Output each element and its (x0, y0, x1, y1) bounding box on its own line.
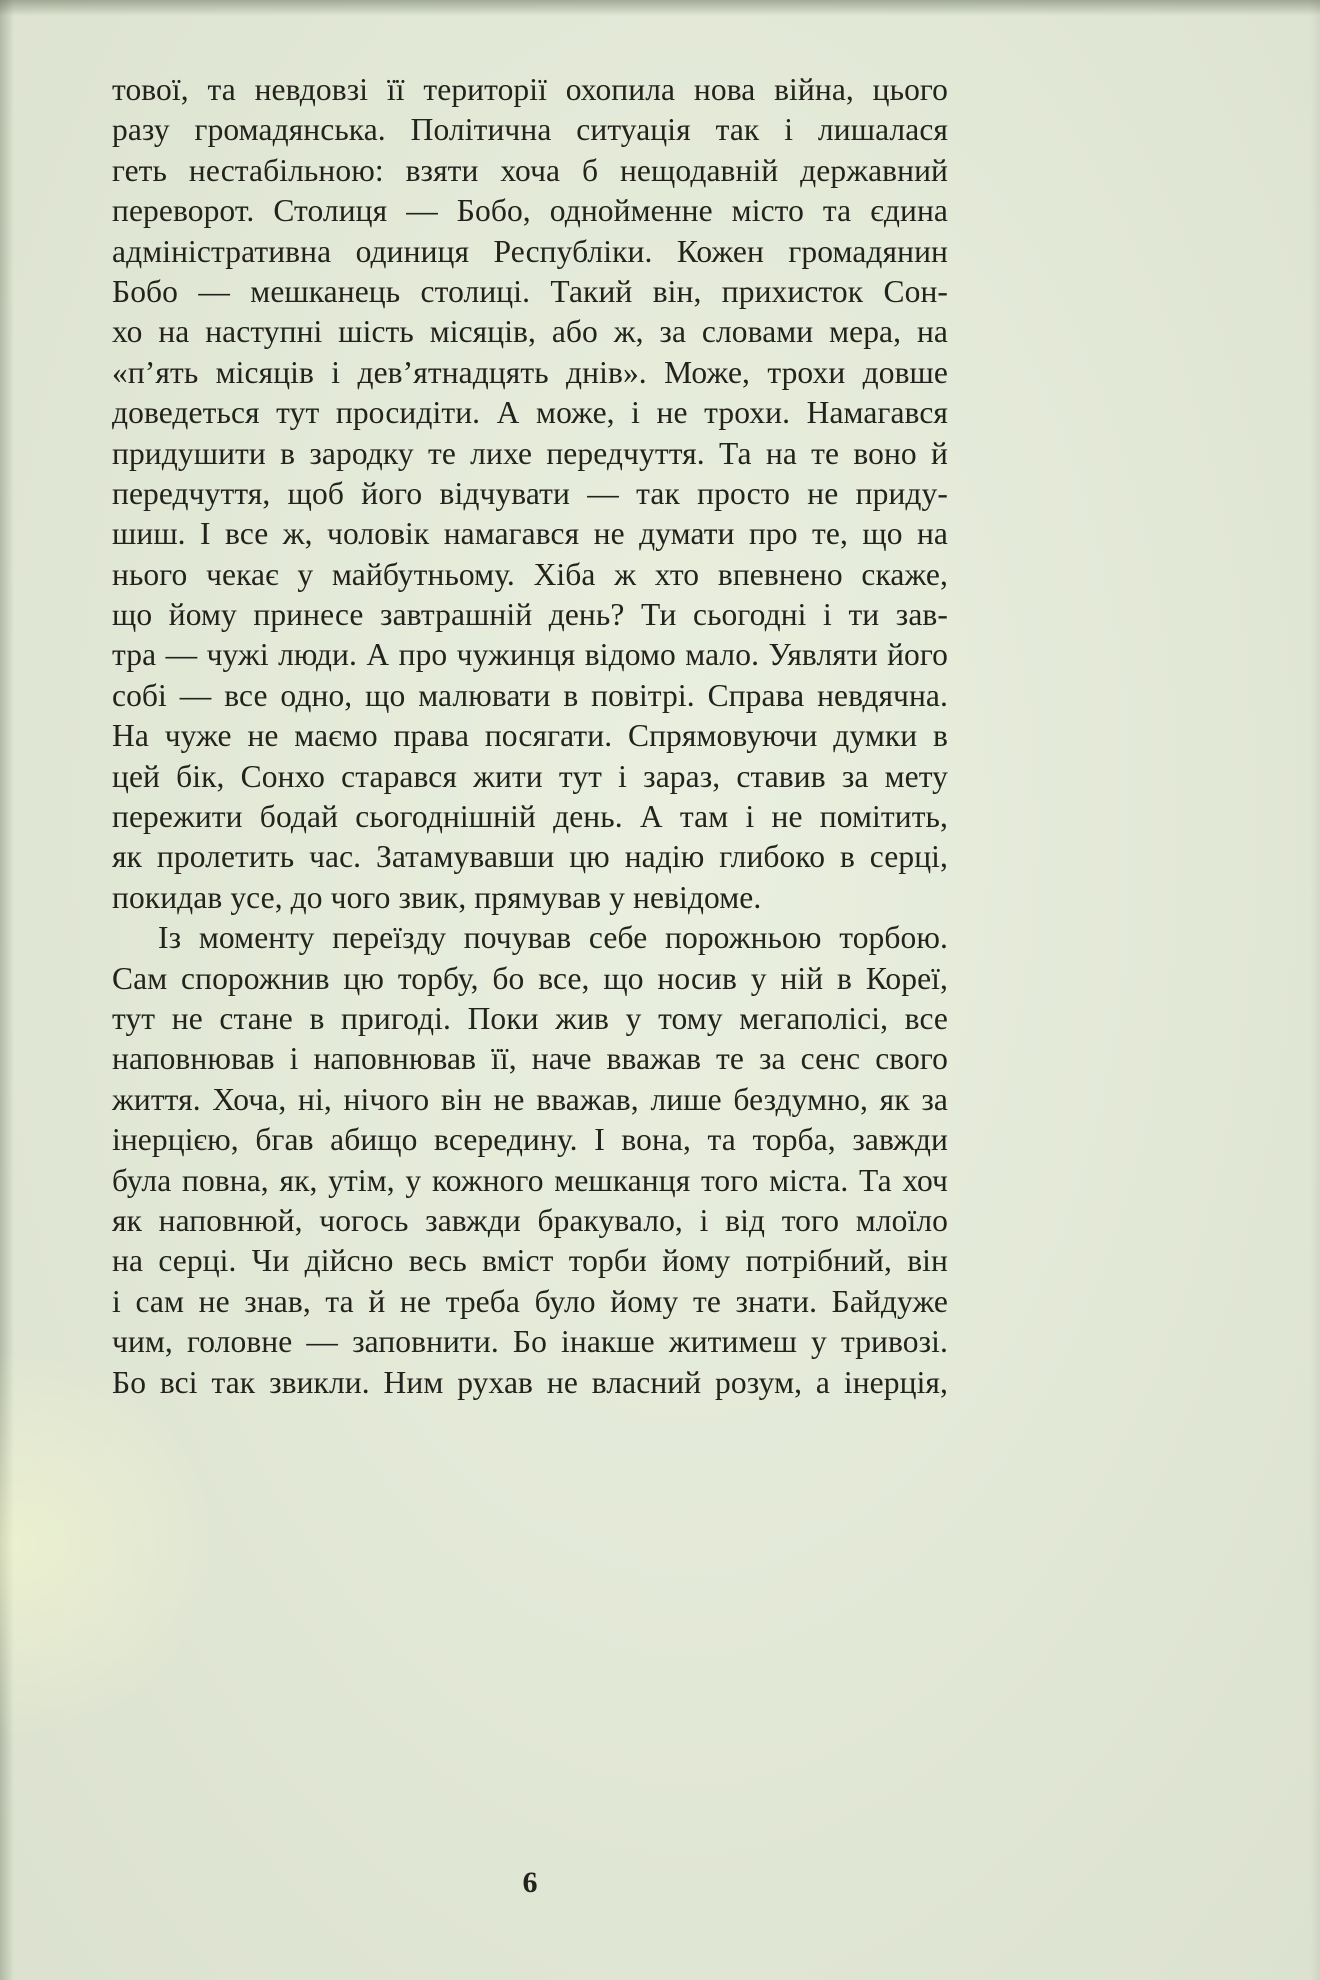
text-line: що йому принесе завтрашній день? Ти сьогодні і ти зав- (112, 597, 948, 633)
text-line: разу громадянська. Політична ситуація так і лишалася (112, 112, 948, 148)
text-line: собі — все одно, що малювати в повітрі. Справа невдячна. (112, 677, 948, 713)
text-line: «п’ять місяців і дев’ятнадцять днів». Може, трохи довше (112, 354, 948, 390)
text-line: як пролетить час. Затамувавши цю надію глибоко в серці, (112, 839, 948, 875)
text-line: На чуже не маємо права посягати. Спрямовуючи думки в (112, 718, 948, 754)
page-number: 6 (522, 1866, 538, 1899)
text-line: тра — чужі люди. А про чужинця відомо мало. Уявляти його (112, 637, 948, 673)
text-line: цей бік, Сонхо старався жити тут і зараз, ставив за мету (112, 758, 948, 794)
text-line: придушити в зародку те лихе передчуття. Та на те воно й (112, 435, 948, 471)
text-line: життя. Хоча, ні, нічого він не вважав, лише бездумно, як за (112, 1081, 948, 1117)
text-line: тут не стане в пригоді. Поки жив у тому мегаполісі, все (112, 1000, 948, 1036)
text-line: геть нестабільною: взяти хоча б нещодавній державний (112, 152, 948, 188)
page-text (112, 70, 948, 1403)
text-line: Бо всі так звикли. Ним рухав не власний розум, а інерція, (112, 1364, 948, 1400)
text-line: на серці. Чи дійсно весь вміст торби йому потрібний, він (112, 1243, 948, 1279)
text-line: шиш. І все ж, чоловік намагався не думати про те, що на (112, 516, 948, 552)
text-line: чим, головне — заповнити. Бо інакше житимеш у тривозі. (112, 1324, 948, 1360)
text-line: пережити бодай сьогоднішній день. А там і не помітить, (112, 799, 948, 835)
text-line: покидав усе, до чого звик, прямував у невідоме. (112, 879, 762, 915)
text-line: тової, та невдовзі її території охопила нова війна, цього (112, 72, 948, 107)
text-line: Сам спорожнив цю торбу, бо все, що носив у ній в Кореї, (112, 960, 948, 996)
text-line: хо на наступні шість місяців, або ж, за словами мера, на (112, 314, 948, 350)
text-line: була повна, як, утім, у кожного мешканця того міста. Та хоч (112, 1162, 948, 1198)
text-line: адміністративна одиниця Республіки. Кожен громадянин (112, 233, 948, 269)
text-line: інерцією, бгав абищо всередину. І вона, та торба, завжди (112, 1122, 948, 1158)
text-line: передчуття, щоб його відчувати — так просто не приду- (112, 475, 948, 511)
text-line: доведеться тут просидіти. А може, і не трохи. Намагався (112, 395, 948, 431)
text-line: Бобо — мешканець столиці. Такий він, прихисток Сон- (112, 273, 948, 309)
text-line: переворот. Столиця — Бобо, однойменне місто та єдина (112, 193, 948, 229)
text-line: нього чекає у майбутньому. Хіба ж хто впевнено скаже, (112, 556, 948, 592)
text-line: і сам не знав, та й не треба було йому те знати. Байдуже (112, 1283, 948, 1319)
text-line: Із моменту переїзду почував себе порожньою торбою. (158, 920, 948, 956)
text-line: наповнював і наповнював її, наче вважав те за сенс свого (112, 1041, 948, 1077)
text-line: як наповнюй, чогось завжди бракувало, і від того млоїло (112, 1202, 948, 1238)
